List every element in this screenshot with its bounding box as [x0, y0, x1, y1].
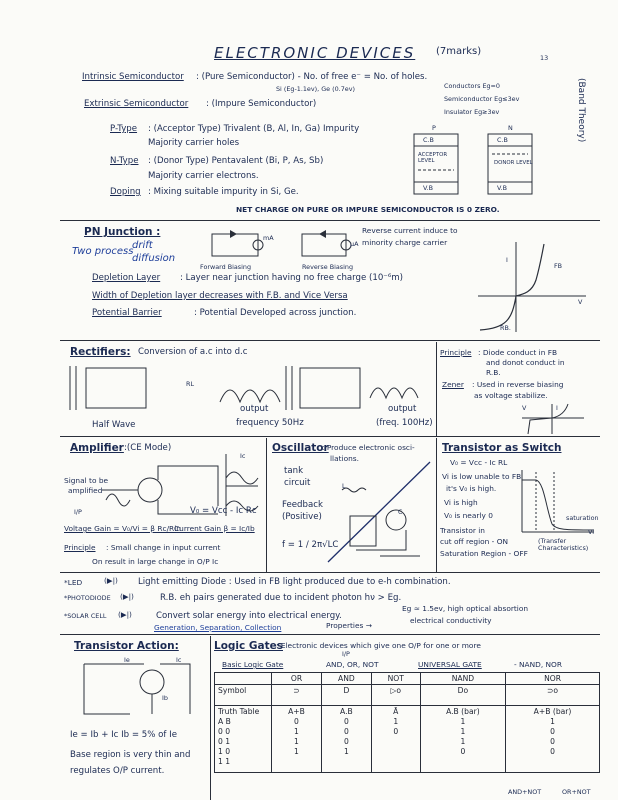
- truth-table-row: [215, 706, 600, 773]
- intrinsic-label: Intrinsic Semiconductor: [82, 72, 184, 82]
- oscillator-text-2: llations.: [330, 454, 359, 463]
- band-diagram: [412, 132, 592, 212]
- or-column: [272, 706, 322, 773]
- nor-expr: A+B (bar): [533, 707, 572, 716]
- switch-l4: V₀ is nearly 0: [444, 511, 493, 520]
- switch-l3: Vi is high: [444, 498, 478, 507]
- section-divider: [60, 572, 600, 573]
- page-title: ELECTRONIC DEVICES: [214, 44, 416, 62]
- graph-v-label: V: [578, 298, 583, 306]
- switch-vi: Vi: [588, 528, 595, 536]
- drift-label: drift: [132, 240, 153, 251]
- not-out: 0: [393, 727, 399, 736]
- nand-out: 0: [460, 747, 466, 756]
- switch-l6: cut off region - ON: [440, 537, 509, 546]
- barrier-text: : Potential Developed across junction.: [194, 308, 357, 318]
- column-divider: [436, 438, 437, 572]
- section-divider: [60, 220, 600, 221]
- graph-i-label: I: [506, 256, 508, 264]
- band-n-label: N: [508, 124, 513, 132]
- logic-heading: Logic Gates: [214, 640, 283, 652]
- truth-label: Truth Table: [218, 707, 260, 716]
- current-equation: Ie = Ib + Ic Ib = 5% of Ie: [70, 730, 177, 740]
- ua-label: μA: [350, 240, 359, 248]
- transfer-note: (Transfer Characteristics): [538, 537, 589, 552]
- and-gate-icon: D: [321, 685, 371, 706]
- marks-note: (7marks): [436, 46, 482, 57]
- zener-i: I: [556, 404, 558, 412]
- eg-semiconductor: Semiconductor Eg≤3ev: [444, 95, 520, 103]
- net-charge-note: NET CHARGE ON PURE OR IMPURE SEMICONDUCTOR IS 0 ZERO.: [236, 205, 500, 214]
- depletion-text: : Layer near junction having no free charge (10⁻⁶m): [180, 273, 404, 283]
- and-column: [321, 706, 371, 773]
- zener-graph: [518, 402, 588, 436]
- base-note-2: regulates O/P current.: [70, 766, 165, 776]
- transistor-action-circuit: [80, 656, 200, 726]
- and-out: 0: [343, 727, 349, 736]
- feedback-1: Feedback: [282, 500, 323, 510]
- property-1: Eg ≈ 1.5ev, high optical absortion: [402, 604, 529, 613]
- not-gate-icon: ▷o: [371, 685, 420, 706]
- basic-gate-list: AND, OR, NOT: [326, 660, 379, 669]
- switch-heading: Transistor as Switch: [442, 442, 562, 454]
- header-cell-blank: [215, 673, 272, 685]
- ma-label: mA: [263, 234, 274, 242]
- logic-gate-table: [214, 672, 600, 773]
- ntype-label: N-Type: [110, 156, 139, 166]
- ptype-sub: Majority carrier holes: [148, 138, 240, 148]
- nor-column: [506, 706, 600, 773]
- extrinsic-text: : (Impure Semiconductor): [206, 99, 317, 109]
- truth-input-row: 0 1: [218, 737, 231, 746]
- freq-1: frequency 50Hz: [236, 418, 304, 428]
- principle-label: Principle: [440, 348, 472, 357]
- truth-input-row: 1 0: [218, 747, 231, 756]
- universal-gate-list: - NAND, NOR: [514, 660, 562, 669]
- eg-insulator: Insulator Eg≥3ev: [444, 108, 500, 116]
- or-out: 1: [294, 727, 299, 736]
- nand-out: 1: [460, 717, 466, 726]
- zener-line-2: as voltage stabilize.: [474, 391, 548, 400]
- table-header-row: [215, 673, 600, 685]
- switch-l7: Saturation Region - OFF: [440, 549, 528, 558]
- graph-rb-label: RB.: [500, 324, 511, 332]
- truth-input-row: 0 0: [218, 727, 231, 736]
- band-cb-p: C.B: [423, 136, 434, 144]
- solar-cell-icon: (▶|): [118, 610, 132, 619]
- reverse-biasing: Reverse Biasing: [302, 263, 354, 271]
- property-2: electrical conductivity: [410, 616, 492, 625]
- ip-label: I/P: [74, 508, 82, 516]
- nor-gate-icon: ⊃o: [506, 685, 600, 706]
- saturation-label: saturation: [566, 514, 599, 522]
- diffusion-label: diffusion: [132, 253, 176, 264]
- amplifier-vo: V₀ = Vcc - Ic Rc: [190, 506, 257, 516]
- ib-label: Ib: [162, 694, 168, 702]
- nor-out: 0: [550, 727, 555, 736]
- doping-label: Doping: [110, 187, 141, 197]
- output-1: output: [240, 404, 269, 414]
- led-diode-icon: (▶|): [104, 576, 118, 585]
- or-out: 1: [294, 737, 299, 746]
- ptype-text: : (Acceptor Type) Trivalent (B, Al, In, Ga) Impurity: [148, 124, 360, 134]
- amplifier-heading: Amplifier: [70, 442, 124, 454]
- header-or: OR: [272, 673, 322, 685]
- freq-2: (freq. 100Hz): [376, 418, 433, 428]
- column-divider: [436, 342, 437, 436]
- extrinsic-label: Extrinsic Semiconductor: [84, 99, 189, 109]
- amplifier-mode: :(CE Mode): [124, 443, 172, 453]
- not-expr: Ā: [393, 707, 399, 716]
- zener-line-1: : Used in reverse biasing: [472, 380, 564, 389]
- intrinsic-text: : (Pure Semiconductor) - No. of free e⁻ = No. of holes.: [196, 72, 428, 82]
- intrinsic-sub: Si (Eg-1.1ev), Ge (0.7ev): [276, 85, 355, 93]
- forward-biasing: Forward Biasing: [200, 263, 252, 271]
- voltage-gain: Voltage Gain = V₀/Vi = β Rc/Rin: [64, 524, 181, 533]
- and-expr: A.B: [340, 707, 353, 716]
- solar-text: Convert solar energy into electrical energy.: [156, 611, 342, 621]
- feedback-2: (Positive): [282, 512, 322, 522]
- header-nor: NOR: [506, 673, 600, 685]
- or-expr: A+B: [288, 707, 305, 716]
- nand-column: [420, 706, 505, 773]
- amp-principle-1: : Small change in input current: [106, 543, 221, 552]
- rectifiers-heading: Rectifiers:: [70, 346, 131, 358]
- truth-inputs: [215, 706, 272, 773]
- solar-sub: Generation, Separation, Collection: [154, 623, 282, 632]
- nor-out: 1: [550, 717, 555, 726]
- graph-fb-label: FB: [554, 262, 563, 270]
- column-divider: [210, 636, 211, 800]
- eg-conductors: Conductors Eg=0: [444, 82, 500, 90]
- universal-gate-label: UNIVERSAL GATE: [418, 660, 482, 669]
- column-divider: [266, 438, 267, 572]
- and-out: 0: [343, 737, 349, 746]
- band-p-label: P: [432, 124, 436, 132]
- switch-vo: V₀ = Vcc - Ic RL: [450, 458, 508, 467]
- nor-out: 0: [550, 747, 555, 756]
- properties-label: Properties →: [326, 621, 372, 630]
- signal-line-2: amplified: [68, 486, 103, 495]
- band-theory-note: (Band Theory): [576, 78, 586, 143]
- nand-out: 1: [460, 727, 466, 736]
- logic-ip: I/P: [342, 650, 350, 658]
- nor-out: 0: [550, 737, 555, 746]
- and-out: 0: [343, 717, 349, 726]
- transfer-graph: [516, 468, 596, 538]
- pn-heading: PN Junction :: [84, 226, 161, 238]
- oscillator-freq: f = 1 / 2π√LC: [282, 540, 339, 550]
- nand-expr: A.B (bar): [446, 707, 480, 716]
- depletion-label: Depletion Layer: [92, 273, 161, 283]
- tank-2: circuit: [284, 478, 311, 488]
- principle-line-1: : Diode conduct in FB: [478, 348, 558, 357]
- ptype-label: P-Type: [110, 124, 138, 134]
- ie-label: Ie: [124, 656, 130, 664]
- osc-c: C: [398, 508, 403, 516]
- band-cb-n: C.B: [497, 136, 508, 144]
- amp-principle-label: Principle: [64, 543, 96, 552]
- transistor-action-heading: Transistor Action:: [74, 640, 179, 652]
- solar-label: *SOLAR CELL: [64, 612, 107, 620]
- logic-text: : Electronic devices which give one O/P for one or more: [276, 641, 481, 650]
- page-number: 13: [540, 54, 549, 62]
- output-2: output: [388, 404, 417, 414]
- width-text: Width of Depletion layer decreases with F.B. and Vice Versa: [92, 291, 348, 301]
- ntype-sub: Majority carrier electrons.: [148, 171, 259, 181]
- header-and: AND: [321, 673, 371, 685]
- switch-l5: Transistor in: [440, 526, 485, 535]
- doping-text: : Mixing suitable impurity in Si, Ge.: [148, 187, 299, 197]
- half-wave: Half Wave: [92, 420, 136, 430]
- rl-label: RL: [186, 380, 195, 388]
- header-not: NOT: [371, 673, 420, 685]
- nand-footer: AND+NOT: [508, 788, 542, 796]
- oscillator-text-1: : Produce electronic osci-: [322, 443, 415, 452]
- not-out: 1: [393, 717, 399, 726]
- ic-label-ta: Ic: [176, 656, 182, 664]
- basic-gate-label: Basic Logic Gate: [222, 660, 284, 669]
- or-out: 0: [294, 717, 299, 726]
- switch-l1: Vi is low unable to FB: [442, 472, 522, 481]
- not-column: [371, 706, 420, 773]
- zener-label: Zener: [442, 380, 464, 389]
- symbol-row: [215, 685, 600, 706]
- base-note-1: Base region is very thin and: [70, 750, 191, 760]
- or-out: 1: [294, 747, 299, 756]
- nor-footer: OR+NOT: [562, 788, 591, 796]
- led-label: *LED: [64, 578, 83, 587]
- oscillator-heading: Oscillator: [272, 442, 329, 454]
- oscillator-circuit: [326, 460, 436, 570]
- barrier-label: Potential Barrier: [92, 308, 162, 318]
- principle-line-2: and donot conduct in: [486, 358, 565, 367]
- tank-1: tank: [284, 466, 304, 476]
- truth-ab: A B: [218, 717, 231, 726]
- photodiode-label: *PHOTODIODE: [64, 594, 111, 602]
- section-divider: [60, 634, 600, 635]
- acceptor-level: ACCEPTOR LEVEL: [418, 152, 448, 164]
- truth-input-row: 1 1: [218, 757, 231, 766]
- band-vb-p: V.B: [423, 184, 433, 192]
- section-divider: [60, 340, 600, 341]
- signal-line-1: Signal to be: [64, 476, 109, 485]
- ic-label: Ic: [240, 452, 246, 460]
- photodiode-icon: (▶|): [120, 592, 134, 601]
- donor-level: DONOR LEVEL: [494, 160, 533, 166]
- principle-line-3: R.B.: [486, 368, 501, 377]
- photodiode-text: R.B. eh pairs generated due to incident photon hν > Eg.: [160, 593, 402, 603]
- iv-characteristic-graph: [476, 240, 596, 340]
- section-divider: [60, 436, 600, 437]
- band-vb-n: V.B: [497, 184, 507, 192]
- symbol-label: Symbol: [215, 685, 272, 706]
- two-process: Two process: [72, 246, 134, 257]
- rectifiers-text: Conversion of a.c into d.c: [138, 347, 248, 357]
- reverse-note-1: Reverse current induce to: [362, 226, 458, 235]
- ntype-text: : (Donor Type) Pentavalent (Bi, P, As, Sb): [148, 156, 324, 166]
- osc-l: L: [342, 482, 346, 490]
- amp-principle-2: On result in large change in O/P Ic: [92, 557, 219, 566]
- switch-l2: it's V₀ is high.: [446, 484, 497, 493]
- header-nand: NAND: [420, 673, 505, 685]
- reverse-note-2: minority charge carrier: [362, 238, 448, 247]
- nand-out: 1: [460, 737, 466, 746]
- zener-v: V: [522, 404, 527, 412]
- nand-gate-icon: Do: [420, 685, 505, 706]
- led-text: Light emitting Diode : Used in FB light produced due to e-h combination.: [138, 577, 451, 587]
- current-gain: Current Gain β = Ic/Ib: [174, 524, 255, 533]
- and-out: 1: [343, 747, 349, 756]
- or-gate-icon: ⊃: [272, 685, 322, 706]
